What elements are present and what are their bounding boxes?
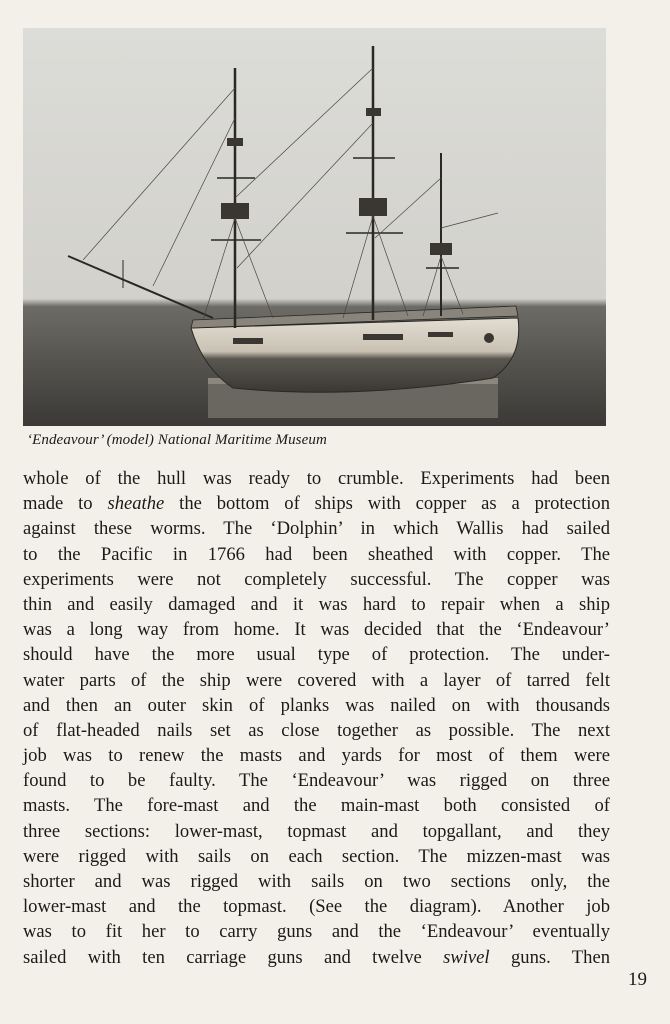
text-line bbox=[23, 793, 610, 818]
text-line bbox=[23, 642, 610, 667]
endeavour-model-image bbox=[23, 28, 606, 426]
text-run: guns. Then bbox=[489, 946, 610, 968]
text-run: the bottom of ships with copper as a protection bbox=[164, 493, 610, 515]
italic-word: sheathe bbox=[107, 493, 165, 515]
text-run: water parts of the ship were covered with a layer of tarred felt bbox=[23, 669, 610, 691]
text-run: three sections: lower-mast, topmast and topgallant, and they bbox=[23, 820, 610, 842]
text-run: of flat-headed nails set as close together as possible. The next bbox=[23, 719, 610, 741]
text-run: masts. The fore-mast and the main-mast both consisted of bbox=[23, 795, 610, 817]
text-run: sailed with ten carriage guns and twelve bbox=[23, 946, 444, 968]
text-run: thin and easily damaged and it was hard to repair when a ship bbox=[23, 593, 610, 615]
text-line bbox=[23, 743, 610, 768]
text-line bbox=[23, 592, 610, 617]
text-line bbox=[23, 491, 610, 516]
text-run: found to be faulty. The ‘Endeavour’ was rigged on three bbox=[23, 770, 610, 792]
text-line bbox=[23, 869, 610, 894]
text-run: should have the more usual type of protection. The under- bbox=[23, 644, 610, 666]
text-run: shorter and was rigged with sails on two sections only, the bbox=[23, 871, 610, 892]
text-run: was a long way from home. It was decided that the ‘Endeavour’ bbox=[23, 619, 610, 641]
text-line bbox=[23, 768, 610, 793]
text-line bbox=[23, 617, 610, 642]
ship-model-photo bbox=[23, 28, 606, 426]
figure-caption bbox=[27, 432, 327, 449]
text-line bbox=[23, 668, 610, 693]
page-number: 19 bbox=[628, 969, 647, 990]
text-run: to the Pacific in 1766 had been sheathed with copper. The bbox=[23, 543, 610, 565]
text-run: experiments were not completely successful. The copper was bbox=[23, 568, 610, 590]
text-run: were rigged with sails on each section. The mizzen-mast was bbox=[23, 845, 610, 867]
text-line bbox=[23, 819, 610, 844]
body-text bbox=[23, 466, 610, 970]
text-line bbox=[23, 466, 610, 491]
text-line bbox=[23, 894, 610, 919]
text-line bbox=[23, 844, 610, 869]
text-run: was to fit her to carry guns and the ‘Endeavour’ eventually bbox=[23, 921, 610, 943]
text-run: whole of the hull was ready to crumble. Experiments had been bbox=[23, 468, 610, 489]
text-line bbox=[23, 693, 610, 718]
text-run: job was to renew the masts and yards for most of them were bbox=[23, 745, 610, 767]
text-line bbox=[23, 567, 610, 592]
text-run: and then an outer skin of planks was nailed on with thousands bbox=[23, 694, 610, 716]
text-line bbox=[23, 542, 610, 567]
text-run: lower-mast and the topmast. (See the diagram). Another job bbox=[23, 896, 610, 918]
caption-text: ‘Endeavour’ (model) National Maritime Museum bbox=[27, 432, 327, 448]
text-line bbox=[23, 945, 610, 970]
text-run: made to bbox=[23, 493, 108, 515]
text-line bbox=[23, 516, 610, 541]
text-line bbox=[23, 919, 610, 944]
text-run: against these worms. The ‘Dolphin’ in which Wallis had sailed bbox=[23, 518, 610, 540]
text-line bbox=[23, 718, 610, 743]
italic-word: swivel bbox=[443, 946, 490, 968]
